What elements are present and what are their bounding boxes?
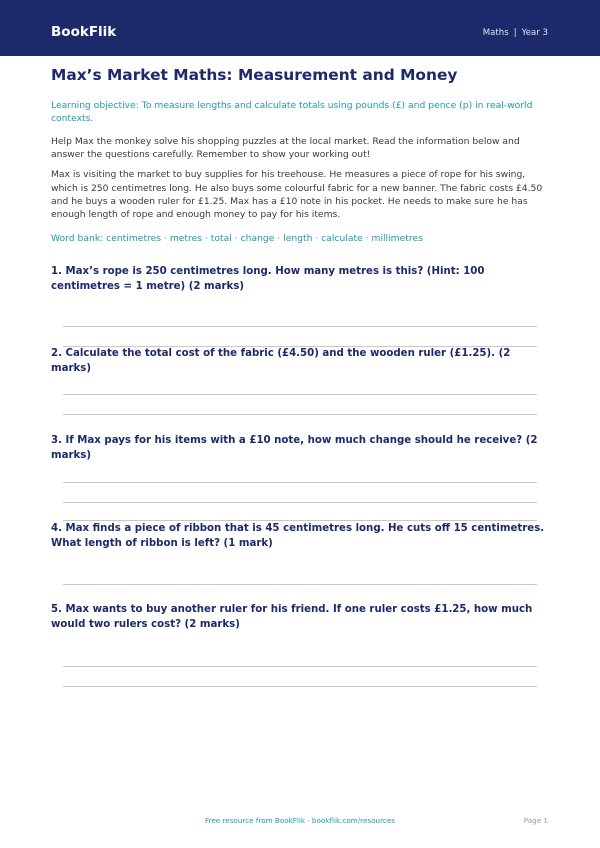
question-5-text: 5. Max wants to buy another ruler for his friend. If one ruler costs £1.25, how much would two rulers cost? (2 marks) [51,604,533,630]
question-5 [51,602,551,632]
question-3 [51,433,551,463]
question-4 [51,521,551,551]
subject-label: Maths [482,28,509,38]
question-2 [51,346,551,376]
answer-line[interactable] [63,584,537,585]
footer-credit [0,816,600,826]
answer-line[interactable] [63,482,537,483]
answer-line[interactable] [63,414,537,415]
footer-credit-text: Free resource from BookFlik · bookflik.com/resources [204,816,396,825]
answer-line[interactable] [63,520,537,521]
answer-line[interactable] [63,502,537,503]
header-separator: | [513,28,517,38]
question-3-text: 3. If Max pays for his items with a £10 note, how much change should he receive? (2 marks) [51,435,538,461]
answer-line[interactable] [63,666,537,667]
page-number: Page 1 [523,816,548,825]
story-paragraph: Max is visiting the market to buy supplies for his treehouse. He measures a piece of rope for his swing, which is 250 centimetres long. He also buys some colourful fabric for a new banner. The fabric costs £4.50 and he buys a wooden ruler for £1.25. Max has a £10 note in his pocket. He needs to make sure he has enough length of rope and enough money to pay for his items. [51,169,543,221]
page-header [0,0,600,56]
page-title: Max’s Market Maths: Measurement and Money [51,66,458,84]
year-label: Year 3 [521,28,548,38]
question-1-text: 1. Max’s rope is 250 centimetres long. How many metres is this? (Hint: 100 centimetres = 1 metre) (2 marks) [51,266,485,292]
intro-paragraph: Help Max the monkey solve his shopping puzzles at the local market. Read the information below and answer the questions carefully. Remember to show your working out! [51,136,520,161]
answer-line[interactable] [63,394,537,395]
brand-logo-text: BookFlik [51,24,117,40]
worksheet-intro [51,63,550,245]
answer-line[interactable] [63,326,537,327]
word-bank: Word bank: centimetres · metres · total · change · length · calculate · millimetres [51,233,423,245]
learning-objective: Learning objective: To measure lengths and calculate totals using pounds (£) and pence (p) in real-world contexts. [51,100,533,124]
question-4-text: 4. Max finds a piece of ribbon that is 45 centimetres long. He cuts off 15 centimetres. What length of ribbon is left? (1 mark) [51,523,545,549]
question-1 [51,264,551,294]
header-meta [483,27,548,39]
answer-line[interactable] [63,686,537,687]
question-2-text: 2. Calculate the total cost of the fabric (£4.50) and the wooden ruler (£1.25). (2 marks) [51,348,511,374]
